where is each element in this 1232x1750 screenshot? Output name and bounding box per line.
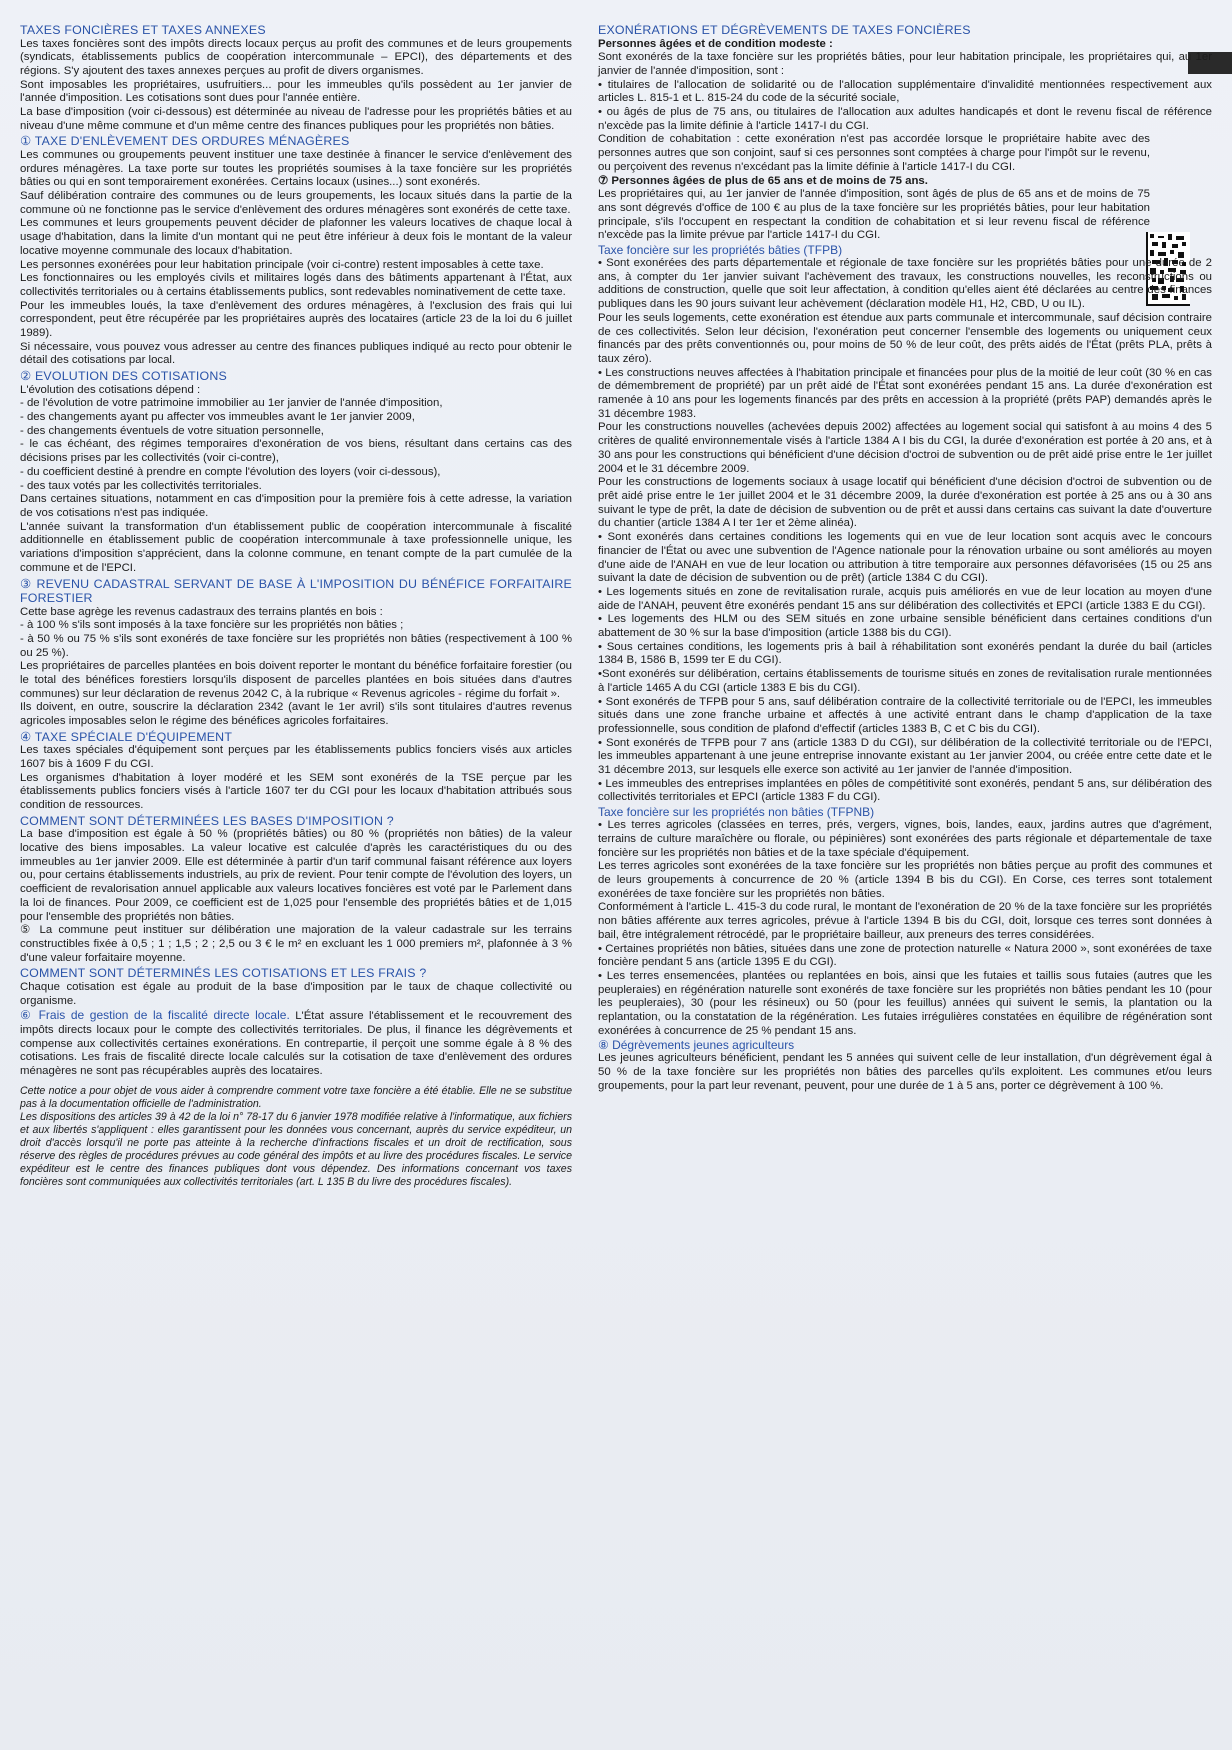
teom-para-4: Les personnes exonérées pour leur habitation principale (voir ci-contre) restent imposables à cette taxe. <box>20 258 544 271</box>
evol-intro: L'évolution des cotisations dépend : <box>20 383 201 396</box>
teom-para-7: Si nécessaire, vous pouvez vous adresser au centre des finances publiques indiqué au recto pour obtenir le détail des cotisations par local. <box>20 340 572 367</box>
heading-taxes: TAXES FONCIÈRES ET TAXES ANNEXES <box>20 23 266 37</box>
heading-bases: COMMENT SONT DÉTERMINÉES LES BASES D'IMPOSITION ? <box>20 813 394 828</box>
cotis-para-1: Chaque cotisation est égale au produit de la base d'imposition par le taux de chaque collectivité ou organisme. <box>20 980 572 1007</box>
heading-cotisations: COMMENT SONT DÉTERMINÉS LES COTISATIONS ET LES FRAIS ? <box>20 966 427 981</box>
notice-note-1: Cette notice a pour objet de vous aider à comprendre comment votre taxe foncière a été établie. Elle ne se substitue pas à la documentation officielle de l'administration. <box>20 1084 572 1110</box>
list-item: - du coefficient destiné à prendre en compte l'évolution des loyers (voir ci-dessous), <box>20 465 441 478</box>
heading-tfpnb: Taxe foncière sur les propriétés non bâties (TFPNB) <box>598 805 875 820</box>
bases-para-2: ⑤ La commune peut instituer sur délibération une majoration de la valeur cadastrale sur les terrains constructibles fixée à 0,5 ; 1 ; 1,5 ; 2 ; 2,5 ou 3 € le m² en excluant les 1 000 premiers m², plafonnée à 3 % d'une valeur forfaitaire moyenne. <box>20 924 572 964</box>
teom-para-5: Les fonctionnaires ou les employés civils et militaires logés dans des bâtiments appartenant à l'État, aux collectivités territoriales ou à certains établissements publics, sont redevables nominativement de cette taxe. <box>20 272 572 298</box>
tfpb-para: • Sont exonérés dans certaines conditions les logements qui en vue de leur location sont acquis avec le concours financier de l'État ou avec une subvention de l'Agence nationale pour la rénovation urbaine ou sont améliorés au moyen d'une aide de l'ANAH en vue de leur location ou attribution à titre temporaire aux personnes défavorisées (15 ou 25 ans suivant la date de décision de subvention ou de prêt) (article 1384 C du CGI). <box>598 531 1212 585</box>
list-item: - le cas échéant, des régimes temporaires d'exonération de vos biens, résultant dans certains cas des décisions prises par les collectivités (voir ci-contre), <box>20 438 572 465</box>
teom-para-2: Sauf délibération contraire des communes ou de leurs groupements, les locaux situés dans la partie de la commune où ne fonctionne pas le service d'enlèvement des ordures ménagères sont exonérés de cette taxe. <box>20 190 572 216</box>
tfpb-para: • Sont exonérés de TFPB pour 5 ans, sauf délibération contraire de la collectivité territoriale ou de l'EPCI, les immeubles situés dans une zone franche urbaine et affectés à une activité entrant dans le champ d'application de la taxe professionnelle, sous condition de plafond d'effectif (articles 1383 B, C et C bis du CGI). <box>598 695 1212 735</box>
tfpb-para: • Sont exonérées des parts départementale et régionale de taxe foncière sur les propriétés bâties pour une durée de 2 ans, à compter du 1er janvier suivant l'achèvement des travaux, les constructions nouvelles, les reconstructions ou additions de construction, quelle que soit leur affectation, à condition qu'elles aient été déclarées au centre des finances publiques dans les 90 jours suivant leur achèvement (déclaration modèle H1, H2, CBD, U ou IL). <box>598 257 1212 311</box>
teom-para-6: Pour les immeubles loués, la taxe d'enlèvement des ordures ménagères, à l'exclusion des frais qui lui correspondent, peut être récupérée par les propriétaires auprès des locataires (article 23 de la loi du 6 juillet 1989). <box>20 299 572 340</box>
rev-para-1: Cette base agrège les revenus cadastraux des terrains plantés en bois : <box>20 605 383 618</box>
personnes-title: Personnes âgées et de condition modeste : <box>598 37 833 50</box>
list-item: - à 50 % ou 75 % s'ils sont exonérés de taxe foncière sur les propriétés non bâties (respectivement à 100 % ou 25 %). <box>20 632 572 659</box>
tfpnb-para: Les terres agricoles sont exonérées de la taxe foncière sur les propriétés non bâties perçue au profit des communes et de leurs groupements à concurrence de 20 % (article 1394 B bis du CGI). En Corse, ces terres sont totalement exonérées de taxe foncière sur les propriétés non bâties. <box>598 860 1212 900</box>
taxes-para-2: Sont imposables les propriétaires, usufruitiers... pour les immeubles qu'ils possèdent au 1er janvier de l'année d'imposition. Les cotisations sont dues pour l'année entière. <box>20 78 572 105</box>
list-item: - des changements ayant pu affecter vos immeubles avant le 1er janvier 2009, <box>20 411 415 424</box>
left-column <box>20 22 572 1189</box>
tfpnb-para: • Certaines propriétés non bâties, situées dans une zone de protection naturelle « Natura 2000 », sont exonérées de taxe foncière pendant 5 ans (article 1395 E du CGI). <box>598 942 1212 969</box>
heading-jeunes-agriculteurs: ⑧ Dégrèvements jeunes agriculteurs <box>598 1038 795 1053</box>
evol-para-2: Dans certaines situations, notamment en cas d'imposition pour la première fois à cette adresse, la variation de vos cotisations n'est pas indiquée. <box>20 493 572 519</box>
personnes-para: Sont exonérés de la taxe foncière sur les propriétés bâties, pour leur habitation principale, les propriétaires qui, au 1er janvier de l'année d'imposition, sont : <box>598 51 1212 77</box>
rev-para-3: Ils doivent, en outre, souscrire la déclaration 2342 (avant le 1er avril) s'ils sont titulaires d'autres revenus agricoles imposables selon le régime des bénéfices agricoles forfaitaires. <box>20 701 572 728</box>
heading-tse: ④ TAXE SPÉCIALE D'ÉQUIPEMENT <box>20 729 233 744</box>
list-item: - à 100 % s'ils sont imposés à la taxe foncière sur les propriétés non bâties ; <box>20 619 404 632</box>
heading-evolution: ② EVOLUTION DES COTISATIONS <box>20 369 227 384</box>
tfpb-para: •Sont exonérés sur délibération, certains établissements de tourisme situés en zones de revitalisation rurale mentionnées à l'article 1465 A du CGI (article 1383 E bis du CGI). <box>598 668 1212 694</box>
right-column <box>598 22 1212 1094</box>
rev-para-2: Les propriétaires de parcelles plantées en bois doivent reporter le montant du bénéfice forfaitaire forestier (ou le total des bénéfices forestiers lorsqu'ils disposent de parcelles plantées en bois situées dans d'autres communes) sur leur déclaration de revenus 2042 C, à la rubrique « Revenus agricoles - régime du forfait ». <box>20 660 572 700</box>
tfpb-para: • Les constructions neuves affectées à l'habitation principale et financées pour plus de la moitié de leur coût (30 % en cas de démembrement de propriété) par un prêt aidé de l'État sont exonérées pendant 15 ans. La durée d'exonération est ramenée à 10 ans pour les logements financés par des prêts en accession à la propriété (prêts PAP) demandés après le 31 décembre 1983. <box>598 366 1212 420</box>
tfpnb-para: Conformément à l'article L. 415-3 du code rural, le montant de l'exonération de 20 % de la taxe foncière sur les propriétés non bâties afférente aux terres agricoles, prévue à l'article 1394 B bis du CGI, doit, lorsque ces terres sont données à bail, être intégralement rétrocédé, par le propriétaire bailleur, aux preneurs des terres considérées. <box>598 901 1212 941</box>
tfpnb-para: • Les terres agricoles (classées en terres, prés, vergers, vignes, bois, landes, eaux, jardins autres que d'agrément, terrains de culture maraîchère ou florale, ou pépinières) sont exonérées des parts régionale et départementale de taxe foncière sur les propriétés non bâties et de la taxe spéciale d'équipement. <box>598 819 1212 859</box>
tfpb-para: • Les logements des HLM ou des SEM situés en zone urbaine sensible bénéficient dans certaines conditions d'un abattement de 30 % sur la base d'imposition (article 1388 bis du CGI). <box>598 613 1212 640</box>
frais-title: ⑥ Frais de gestion de la fiscalité directe locale. <box>20 1008 290 1023</box>
tfpnb-para: • Les terres ensemencées, plantées ou replantées en bois, ainsi que les futaies et taillis sous futaies (autres que les peupleraies) en régénération naturelle sont exonérés de taxe foncière sur les propriétés non bâties pendant les 10 (pour les peupleraies), 30 (pour les résineux) ou 50 (pour les feuillus) années qui suivent le semis, la plantation ou la replantation, ou la constatation de la régénération. Les futaies irrégulières constatées en équilibre de régénération sont exonérées à concurrence de 25 % pendant 15 ans. <box>598 969 1212 1037</box>
tfpb-para: Pour les constructions nouvelles (achevées depuis 2002) affectées au logement social qui satisfont à au moins 4 des 5 critères de qualité environnementale visés à l'article 1384 A I bis du CGI, la durée d'exonération est portée à 20 ans, et à 30 ans pour les constructions qui bénéficient d'une décision d'octroi de subvention ou de prêt aidé prise entre le 1er juillet 2004 et le 31 décembre 2009. <box>598 421 1212 475</box>
frais-text: L'État assure l'établissement et le recouvrement des impôts directs locaux pour le compte des collectivités territoriales. De plus, il finance les dégrèvements et compense aux collectivités certaines exonérations. En contrepartie, il perçoit une somme égale à 8 % des cotisations. Les frais de fiscalité directe locale calculés sur la cotisation de taxe d'enlèvement des ordures ménagères ne sont pas récupérables auprès des locataires. <box>20 1010 572 1078</box>
notice-note-2: Les dispositions des articles 39 à 42 de la loi n° 78-17 du 6 janvier 1978 modifiée relative à l'informatique, aux fichiers et aux libertés s'appliquent : elles garantissent pour les données vous concernant, auprès du service expéditeur, un droit d'accès lorsqu'il ne porte pas atteinte à la recherche d'infractions fiscales et un droit de rectification, sous réserve des règles de procédures prévues au code général des impôts et au livre des procédures fiscales. Le service expéditeur est le centre des finances publiques dont vous dépendez. Des informations concernant vos taxes foncières sont communiquées aux collectivités territoriales (art. L 135 B du livre des procédures fiscales). <box>20 1110 572 1188</box>
list-item: • ou âgés de plus de 75 ans, ou titulaires de l'allocation aux adultes handicapés et dont le revenu fiscal de référence n'excède pas la limite définie à l'article 1417-I du CGI. <box>598 106 1212 132</box>
tfpb-para: Pour les seuls logements, cette exonération est étendue aux parts communale et intercommunale, sauf décision contraire de ces collectivités. Selon leur décision, l'exonération peut concerner l'ensemble des logements ou uniquement ceux financés par des prêts conventionnés ou, pour moins de 50 % de leur coût, des prêts aidés de l'État (prêts PLA, prêts à taux zéro). <box>598 311 1212 365</box>
tfpb-para: • Sont exonérés de TFPB pour 7 ans (article 1383 D du CGI), sur délibération de la collectivité territoriale ou de l'EPCI, les immeubles appartenant à une jeune entreprise innovante existant au 1er janvier 2004, ou créée entre cette date et le 31 décembre 2013, sur lesquels elle exerce son activité au 1er janvier de l'année d'imposition. <box>598 736 1212 777</box>
evol-para-3: L'année suivant la transformation d'un établissement public de coopération intercommunale à fiscalité additionnelle en établissement public de coopération intercommunale à taxe professionnelle unique, les variations d'imposition s'apprécient, dans la colonne commune, en tenant compte de la part cumulée de la commune et de l'EPCI. <box>20 520 572 574</box>
list-item: - de l'évolution de votre patrimoine immobilier au 1er janvier de l'année d'imposition, <box>20 397 443 410</box>
list-item: • titulaires de l'allocation de solidarité ou de l'allocation supplémentaire d'invalidité mentionnées respectivement aux articles L. 815-1 et L. 815-24 du code de la sécurité sociale, <box>598 78 1212 105</box>
heading-tfpb: Taxe foncière sur les propriétés bâties (TFPB) <box>598 243 843 258</box>
heading-revenu-cadastral: ③ REVENU CADASTRAL SERVANT DE BASE À L'IMPOSITION DU BÉNÉFICE FORFAITAIRE FORESTIER <box>20 576 572 606</box>
tse-para-1: Les taxes spéciales d'équipement sont perçues par les établissements publics fonciers visés aux articles 1607 bis à 1609 F du CGI. <box>20 744 572 771</box>
tse-para-2: Les organismes d'habitation à loyer modéré et les SEM sont exonérés de la TSE perçue par les établissements publics fonciers visés à l'article 1607 ter du CGI pour les locaux d'habitation attribués sous condition de ressources. <box>20 771 572 812</box>
list-item: - des changements éventuels de votre situation personnelle, <box>20 424 324 437</box>
age-65-title: ⑦ Personnes âgées de plus de 65 ans et de moins de 75 ans. <box>598 174 928 187</box>
tfpb-para: • Les immeubles des entreprises implantées en pôles de compétitivité sont exonérés, pendant 5 ans, sur délibération des collectivités territoriales et EPCI (article 1383 F du CGI). <box>598 777 1212 804</box>
heading-teom: ① TAXE D'ENLÈVEMENT DES ORDURES MÉNAGÈRES <box>20 134 350 149</box>
tfpb-para: Pour les constructions de logements sociaux à usage locatif qui bénéficient d'une décision d'octroi de subvention ou de prêt aidé prise entre le 1er juillet 2004 et le 31 décembre 2009, la durée d'exonération est portée à 25 ans ou à 30 ans suivant le type de prêt, la date de décision de subvention ou de prêt et aussi dans certains cas suivant la date d'ouverture du chantier (article 1384 A I ter 1er et 2ème alinéa). <box>598 476 1212 530</box>
taxes-para-1: Les taxes foncières sont des impôts directs locaux perçus au profit des communes et de leurs groupements (syndicats, établissements publics de coopération intercommunale – EPCI), des départements et des régions. S'y ajoutent des taxes annexes perçues au profit de divers organismes. <box>20 37 572 77</box>
tfpb-para: • Les logements situés en zone de revitalisation rurale, acquis puis améliorés en vue de leur location au moyen d'une aide de l'ANAH, peuvent être exonérés pendant 15 ans sur délibération des collectivités et EPCI (article 1383 E du CGI). <box>598 585 1212 612</box>
jeunes-para: Les jeunes agriculteurs bénéficient, pendant les 5 années qui suivent celle de leur installation, d'un dégrèvement égal à 50 % de la taxe foncière sur les propriétés non bâties des parcelles qu'ils exploitent. Les communes et/ou leurs groupements, pour la part leur revenant, peuvent, pour une durée de 1 à 5 ans, porter ce dégrèvement à 100 %. <box>598 1052 1212 1092</box>
teom-para-3: Les communes et leurs groupements peuvent décider de plafonner les valeurs locatives de chaque local à usage d'habitation, dans la limite d'un montant qui ne peut être inférieur à deux fois le montant de la valeur locative moyenne communale des locaux d'habitation. <box>20 217 572 257</box>
taxes-para-3: La base d'imposition (voir ci-dessous) est déterminée au niveau de l'adresse pour les propriétés bâties et au niveau d'une même commune et d'un même centre des finances publiques pour les propriétés non bâties. <box>20 106 572 132</box>
teom-para-1: Les communes ou groupements peuvent instituer une taxe destinée à financer le service d'enlèvement des ordures ménagères. La taxe porte sur toutes les propriétés soumises à la taxe foncière sur les propriétés bâties ou qui en sont temporairement exonérées. Certains locaux (usines...) sont exonérés. <box>20 148 572 189</box>
age-65-para: Les propriétaires qui, au 1er janvier de l'année d'imposition, sont âgés de plus de 65 ans et de moins de 75 ans sont dégrevés d'office de 100 € au plus de la taxe foncière sur les propriétés bâties, pour leur habitation principale, s'ils l'occupent en respectant la condition de cohabitation et si leur revenu fiscal de référence n'excède pas la limite prévue par l'article 1417-I du CGI. <box>598 188 1150 242</box>
tfpb-para: • Sous certaines conditions, les logements pris à bail à réhabilitation sont exonérés pendant la durée du bail (articles 1384 B, 1586 B, 1599 ter E du CGI). <box>598 640 1212 667</box>
bases-para-1: La base d'imposition est égale à 50 % (propriétés bâties) ou 80 % (propriétés non bâties) de la valeur locative des biens imposables. La valeur locative est calculée d'après les caractéristiques du ou des immeubles au 1er janvier 2009. Elle est déterminée à partir d'un tarif communal faisant référence aux loyers ou, pour certains établissements industriels, au prix de revient. Pour tenir compte de l'évolution des loyers, un coefficient de revalorisation annuel applicable aux valeurs locatives foncières est voté par le Parlement dans la loi de finances. Pour 2009, ce coefficient est de 1,025 pour l'ensemble des propriétés bâties et de 1,015 pour l'ensemble des propriétés non bâties. <box>20 828 572 923</box>
frais-block <box>20 1008 572 1079</box>
cohabitation-para: Condition de cohabitation : cette exonération n'est pas accordée lorsque le propriétaire habite avec des personnes autres que son conjoint, sauf si ces personnes sont comptées à charge pour l'impôt sur le revenu, ou perçoivent des revenus n'excédant pas la limite définie à l'article 1417-I du CGI. <box>598 133 1150 173</box>
list-item: - des taux votés par les collectivités territoriales. <box>20 479 262 492</box>
heading-exonerations: EXONÉRATIONS ET DÉGRÈVEMENTS DE TAXES FONCIÈRES <box>598 23 971 37</box>
